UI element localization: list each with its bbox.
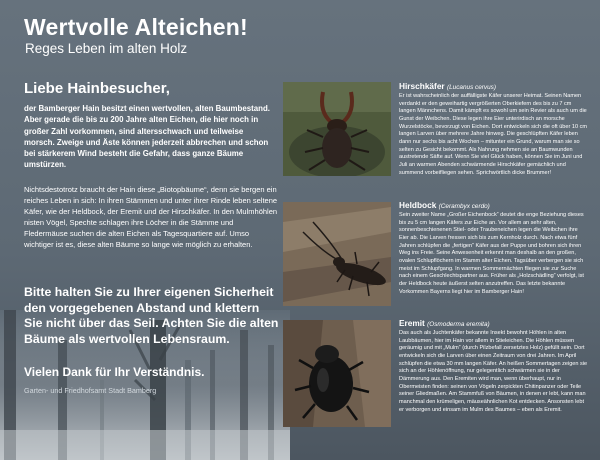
safety-appeal: Bitte halten Sie zu Ihrer eigenen Sicherheit den vorgegebenen Abstand und klettern Sie nicht über das Seil. Achten Sie die alten Bäume als wertvollen Lebensraum.: [24, 285, 279, 346]
heldbock-photo: [283, 202, 391, 306]
species-eremit: [399, 318, 589, 414]
species-text: Das auch als Juchtenkäfer bekannte Insekt bewohnt Höhlen in alten Laubbäumen, hier im Hain vor allem in Stieleichen. Die Höhlen müssen geräumig und mit „Mulm“ (durch Pilzbefall zersetztes Holz) gefüllt sein. Dort entwickeln sich die Larven über einen Zeitraum von drei Jahren. Im April schlüpfen die etwa 30 mm langen Käfer. An heißen Sommertagen zeigen sie sich an der Höhlenöffnung, nur gelegentlich schwärmen sie in der Dämmerung aus. Den Eremiten wird man, wenn überhaupt, nur in Obermeisten finden: seinen von Vögeln zerpickten Chitinpanzer oder Teile seiner Gliedmaßen. Am Stammfuß von Bäumen, in denen er lebt, kann man manchmal den krümeligen, mäuseähnlichen Kot entdecken. Ansonsten lebt er verborgen und einsam im Mulm des Baumes – eben als Eremit.: [399, 330, 588, 413]
species-name: Hirschkäfer: [399, 81, 445, 91]
species-hirschkaefer: [399, 81, 589, 177]
page-subtitle: Reges Leben im alten Holz: [25, 41, 188, 56]
species-text: Sein zweiter Name „Großer Eichenbock“ deutet die enge Beziehung dieses bis zu 5 cm langen Käfers zur Eiche an. Vor allem an sehr alten, sonnenbeschienenen Stiel- oder Traubeneichen legen die Weibchen ihre Eier ab. Die Larven fressen sich bis zum Kernholz durch. Nach etwa fünf Jahren schlüpfen die „fertigen“ Käfer aus der Puppe und bohren sich ihren Weg ins Freie. Seine Anwesenheit erkennt man deshalb an den großen, ovalen Schlupflöchern im Stamm alter Eichen. Tagsüber verbergen sie sich meist im Schlupfgang. In warmen Sommernächten fliegen sie zur Suche nach einem Geschlechtspartner aus. Früher als „Holzschädling“ verfolgt, ist der Heldbock heute äußerst selten anzutreffen. Das letzte bekannte Vorkommen Bayerns liegt hier im Bamberger Hain!: [399, 212, 584, 295]
species-name: Heldbock: [399, 200, 437, 210]
species-heldbock: [399, 200, 589, 296]
thanks-line: Vielen Dank für Ihr Verständnis.: [24, 365, 205, 379]
credit-line: Garten- und Friedhofsamt Stadt Bamberg: [24, 386, 157, 395]
page-title: Wertvolle Alteichen!: [24, 14, 248, 40]
species-latin: (Lucanus cervus): [446, 84, 497, 91]
species-text: Er ist wahrscheinlich der auffälligste Käfer unserer Heimat. Seinen Namen verdankt er den geweihartig vergrößerten Oberkiefern des bis zu 7 cm langen Männchens. Damit kämpft es sowohl um sein Revier als auch um die Gunst der Weibchen. Diese legen ihre Eier unterirdisch an morsche Wurzelstöcke, bevorzugt von Eichen. Dort entwickeln sich die oft über 10 cm langen Larven über mehrere Jahre hinweg. Die geschlüpften Käfer leben dann nur sechs bis acht Wochen – mitunter ein Grund, warum man sie so selten zu Gesicht bekommt. Als Nahrung nehmen sie an Baumwunden austretende Säfte auf. Wenn Sie viel Glück haben, können Sie im Juni und Juli an warmen Abenden schwärmende Hirschkäfer gemächlich und summend vorbeifliegen sehen. Sprichwörtlich dicke Brummer!: [399, 93, 587, 176]
species-latin: (Osmoderma eremita): [427, 321, 490, 328]
lead-paragraph: der Bamberger Hain besitzt einen wertvollen, alten Baumbestand. Aber gerade die bis zu 200 Jahre alten Eichen, die hier noch in großer Zahl vorkommen, sind altersschwach und teilweise morsch. Zweige und Äste können jederzeit abbrechen und schon bei stärkerem Wind besteht die Gefahr, dass ganze Bäume umstürzen.: [24, 104, 270, 170]
species-heading: [399, 81, 589, 91]
species-latin: (Cerambyx cerdo): [438, 203, 490, 210]
body-paragraph: Nichtsdestotrotz braucht der Hain diese „Biotopbäume“, denn sie bergen ein reiches Leben in sich: In ihren Stämmen und unter ihrer Rinde leben seltene Käfer, wie der Heldbock, der Eremit und der Hirschkäfer. In den Mulmhöhlen nisten Vögel, Spechte schlagen ihre Löcher in die Stämme und Fledermäuse suchen die alten Eichen als Tagesquartiere auf. Umso wichtiger ist es, diese alten Bäume so lange wie möglich zu erhalten.: [24, 185, 278, 249]
species-name: Eremit: [399, 318, 425, 328]
greeting: Liebe Hainbesucher,: [24, 80, 170, 97]
eremit-photo: [283, 320, 391, 427]
species-heading: [399, 318, 589, 328]
stag-beetle-photo: [283, 82, 391, 176]
species-heading: [399, 200, 589, 210]
